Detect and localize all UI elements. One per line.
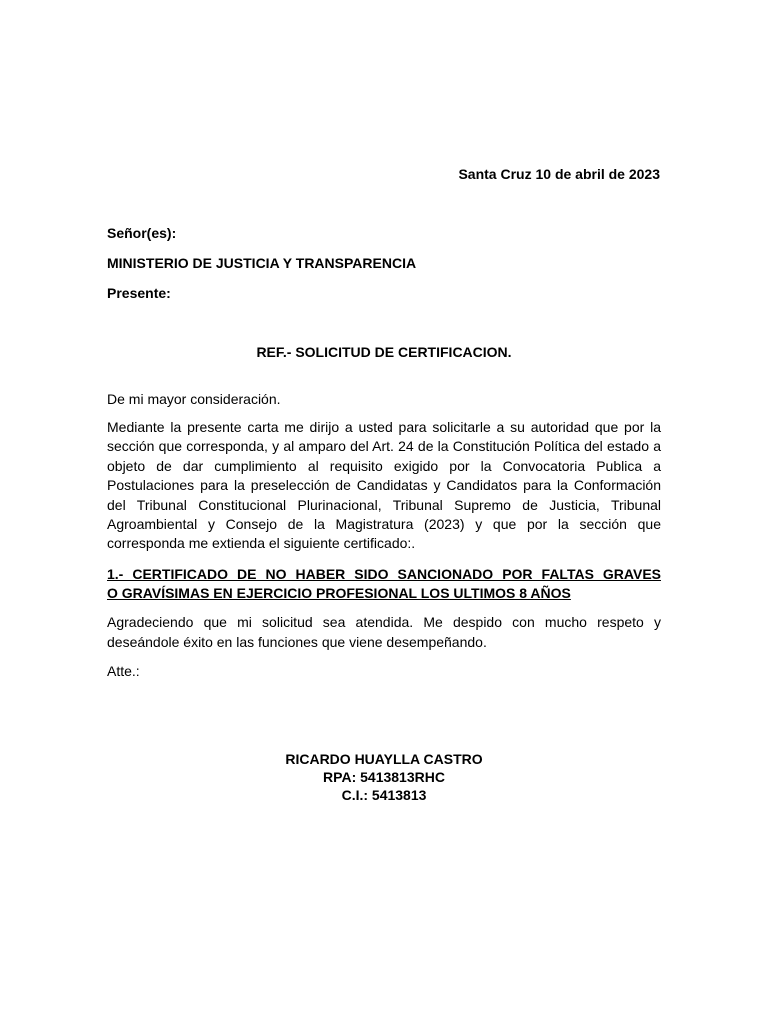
- certificate-request: [107, 565, 661, 602]
- signatory-rpa: RPA: 5413813RHC: [323, 769, 445, 785]
- signature-block: [107, 750, 661, 804]
- closing-paragraph: Agradeciendo que mi solicitud sea atendida. Me despido con mucho respeto y deseándole éxito en las funciones que viene desempeñando.: [107, 614, 661, 650]
- reference-line: REF.- SOLICITUD DE CERTIFICACION.: [256, 344, 512, 360]
- greeting: De mi mayor consideración.: [107, 391, 281, 407]
- signatory-ci: C.I.: 5413813: [341, 787, 427, 803]
- signatory-name: RICARDO HUAYLLA CASTRO: [285, 751, 483, 767]
- letter-date: Santa Cruz 10 de abril de 2023: [458, 166, 660, 182]
- presente-label: Presente:: [107, 285, 171, 301]
- certificate-line-2: O GRAVÍSIMAS EN EJERCICIO PROFESIONAL LOS ULTIMOS 8 AÑOS: [107, 584, 571, 601]
- certificate-line-1: 1.- CERTIFICADO DE NO HABER SIDO SANCIONADO POR FALTAS GRAVES: [107, 566, 661, 582]
- salutation-label: Señor(es):: [107, 225, 177, 241]
- body-paragraph: Mediante la presente carta me dirijo a usted para solicitarle a su autoridad que por la sección que corresponda, y al amparo del Art. 24 de la Constitución Política del estado a objeto de dar cumplimiento al requisito exigido por la Convocatoria Publica a Postulaciones para la preselección de Candidatas y Candidatos para la Conformación del Tribunal Constitucional Plurinacional, Tribunal Supremo de Justicia, Tribunal Agroambiental y Consejo de la Magistratura (2023) y que por la sección que corresponda me extienda el siguiente certificado:.: [107, 419, 661, 552]
- atte-label: Atte.:: [107, 663, 140, 679]
- recipient-name: MINISTERIO DE JUSTICIA Y TRANSPARENCIA: [107, 255, 417, 271]
